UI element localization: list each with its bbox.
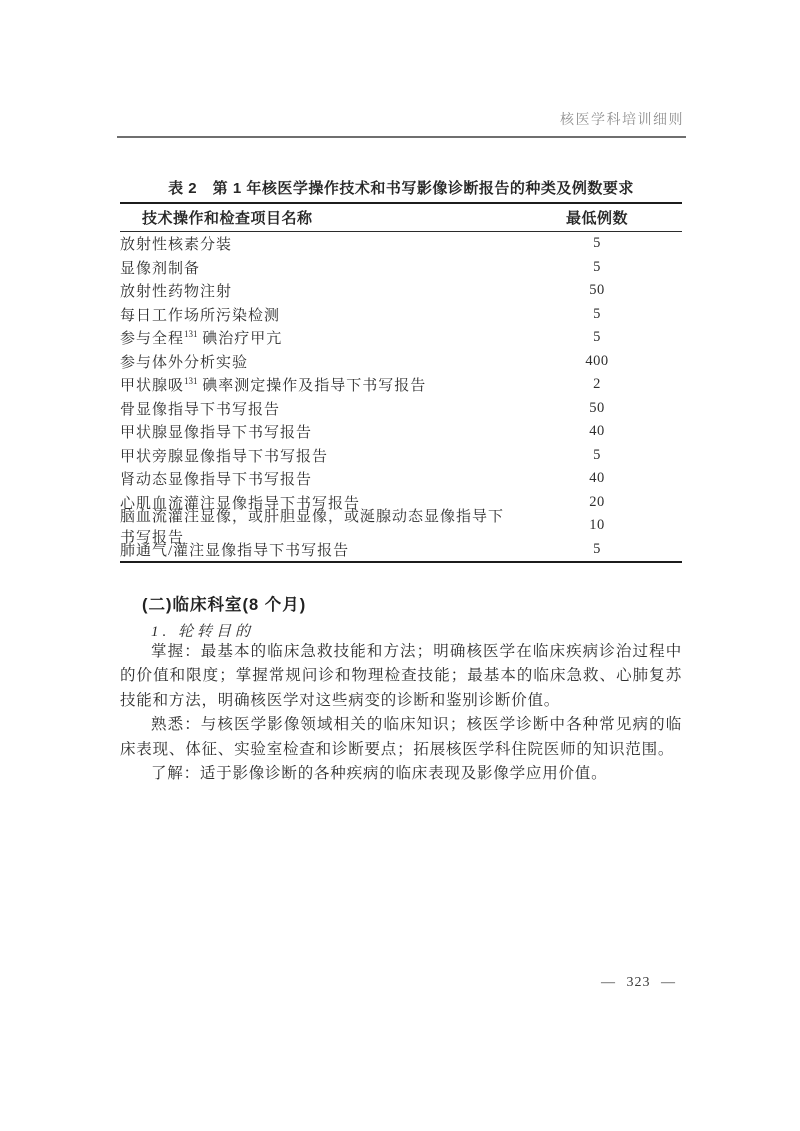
min-cases-value: 20: [589, 493, 605, 510]
min-cases-value: 10: [589, 517, 605, 534]
table-row: [120, 279, 682, 303]
procedure-name: 参与体外分析实验: [120, 354, 249, 371]
min-cases-value: 40: [589, 423, 605, 440]
requirements-table: [120, 202, 682, 563]
min-cases-value: 5: [593, 446, 601, 463]
min-cases-value: 40: [589, 470, 605, 487]
procedure-name: 放射性核素分装: [120, 237, 233, 254]
running-head: 核医学科培训细则: [560, 111, 684, 127]
procedure-name: 心肌血流灌注显像指导下书写报告: [120, 495, 361, 512]
column-header-min-cases: 最低例数: [565, 210, 628, 227]
body-paragraph: 掌握：最基本的临床急救技能和方法；明确核医学在临床疾病诊治过程中的价值和限度；掌握常规问诊和物理检查技能；最基本的临床急救、心肺复苏技能和方法，明确核医学对这些病变的诊断和鉴别诊断价值。: [120, 643, 682, 709]
table-row: [120, 326, 682, 350]
min-cases-value: 5: [593, 305, 601, 322]
min-cases-value: 5: [593, 329, 601, 346]
procedure-name: 参与全程$^{131}$ 碘治疗甲亢: [120, 329, 283, 348]
procedure-name: 每日工作场所污染检测: [120, 307, 281, 324]
table-row: [120, 373, 682, 397]
column-header-procedure: 技术操作和检查项目名称: [142, 210, 313, 227]
running-head-rule: [117, 136, 686, 138]
body-paragraph: 了解：适于影像诊断的各种疾病的临床表现及影像学应用价值。: [151, 765, 608, 783]
isotope-superscript: 131: [184, 376, 198, 387]
table-header-row: [120, 204, 682, 232]
procedure-name: 甲状旁腺显像指导下书写报告: [120, 448, 329, 465]
body-paragraph: 熟悉：与核医学影像领域相关的临床知识；核医学诊断中各种常见病的临床表现、体征、实验室检查和诊断要点；拓展核医学科住院医师的知识范围。: [120, 716, 682, 758]
rotation-purpose-label: 1. 轮转目的: [151, 624, 255, 640]
procedure-name: 脑血流灌注显像，或肝胆显像，或涎腺动态显像指导下书写报告: [120, 508, 505, 546]
table-row: [120, 350, 682, 374]
isotope-superscript: 131: [184, 329, 198, 340]
min-cases-value: 400: [585, 352, 609, 369]
table-body: [120, 232, 682, 561]
table-caption: 表 2 第 1 年核医学操作技术和书写影像诊断报告的种类及例数要求: [168, 180, 634, 197]
procedure-name: 显像剂制备: [120, 260, 201, 277]
page-number: — 323 —: [601, 975, 676, 990]
table-row: [120, 256, 682, 280]
table-row: [120, 444, 682, 468]
procedure-name: 肾动态显像指导下书写报告: [120, 472, 313, 489]
min-cases-value: 5: [593, 235, 601, 252]
body-paragraphs: [120, 640, 682, 786]
procedure-name: 甲状腺显像指导下书写报告: [120, 425, 313, 442]
min-cases-value: 2: [593, 376, 601, 393]
procedure-name: 骨显像指导下书写报告: [120, 401, 281, 418]
table-row: [120, 467, 682, 491]
procedure-name: 肺通气/灌注显像指导下书写报告: [120, 542, 350, 559]
table-row: [120, 538, 682, 562]
min-cases-value: 50: [589, 282, 605, 299]
table-row: [120, 420, 682, 444]
table-row: [120, 303, 682, 327]
table-row: [120, 397, 682, 421]
procedure-name: 甲状腺吸$^{131}$ 碘率测定操作及指导下书写报告: [120, 376, 427, 395]
table-row: [120, 232, 682, 256]
procedure-name: 放射性药物注射: [120, 284, 233, 301]
min-cases-value: 50: [589, 399, 605, 416]
section-heading: (二)临床科室(8 个月): [142, 596, 307, 614]
table-row: [120, 508, 682, 546]
min-cases-value: 5: [593, 258, 601, 275]
min-cases-value: 5: [593, 540, 601, 557]
